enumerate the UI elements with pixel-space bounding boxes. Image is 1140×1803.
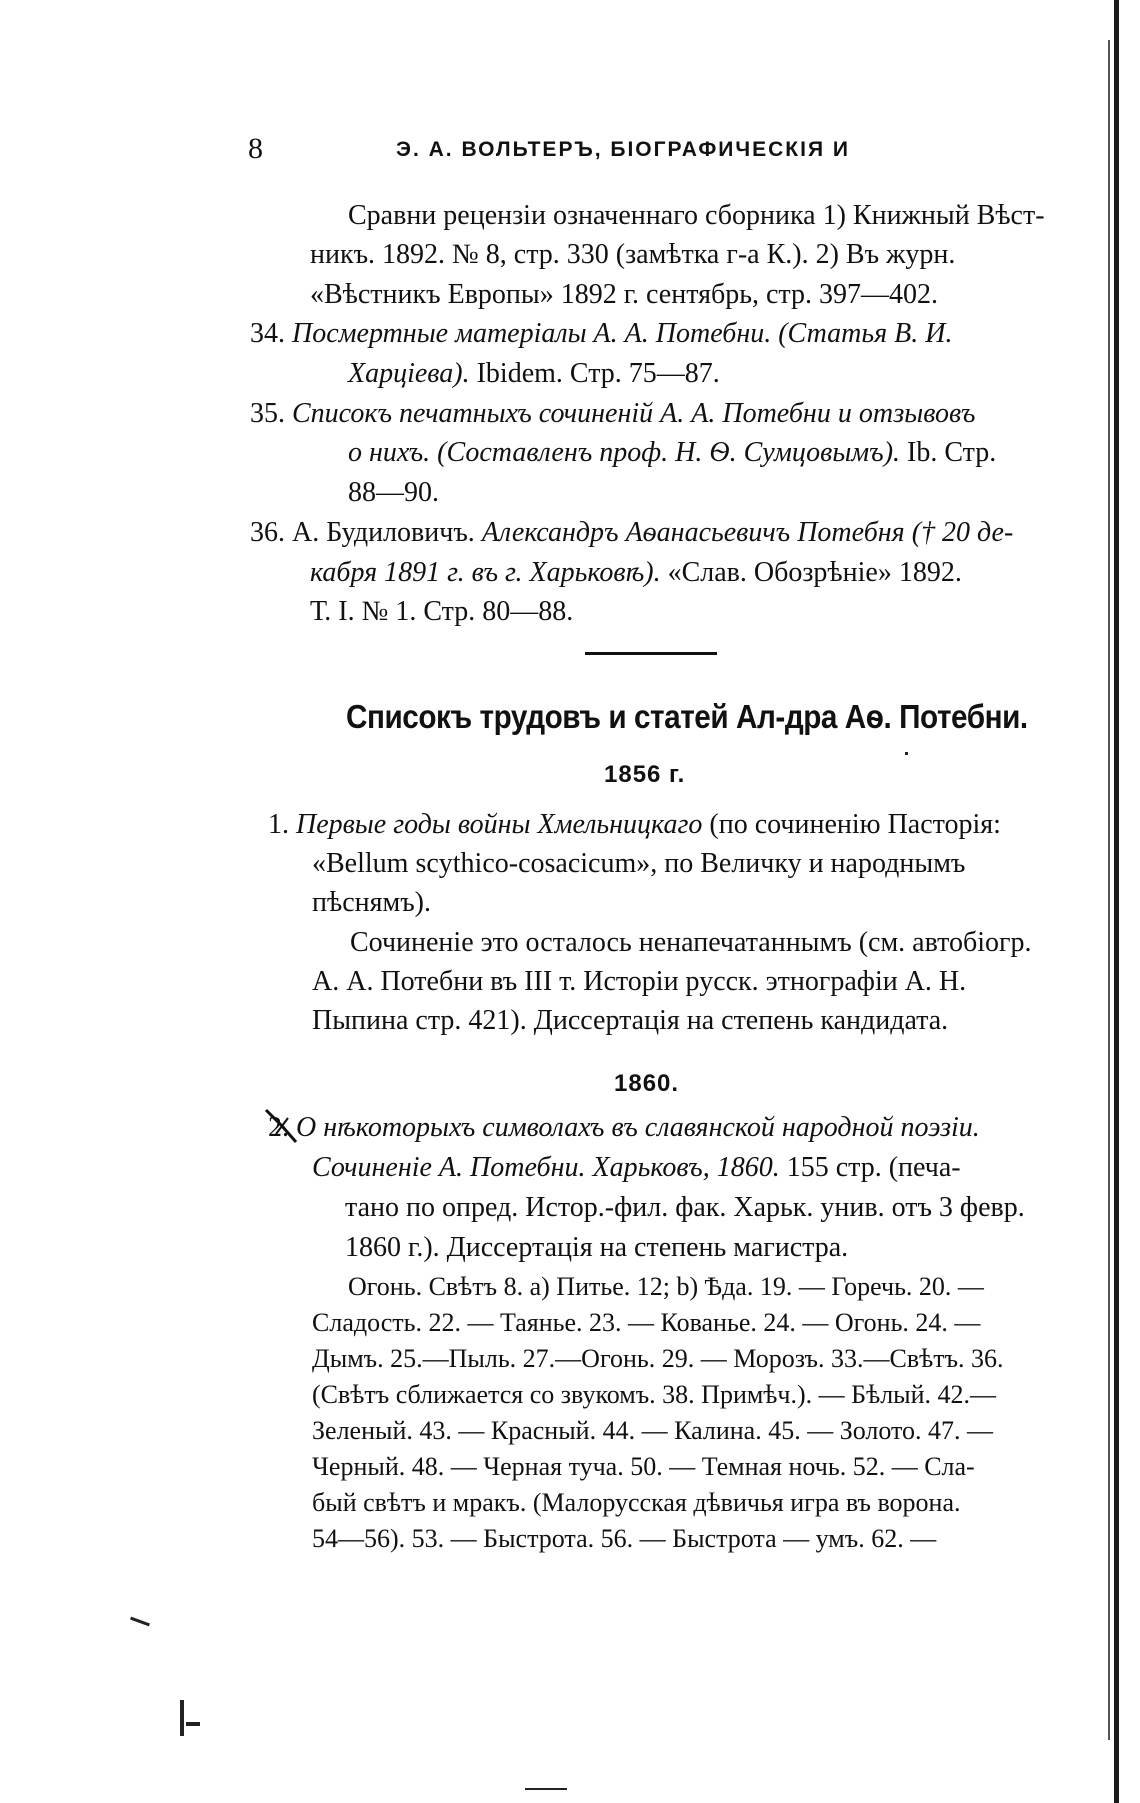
entry-34-line-2 — [348, 357, 720, 391]
work-2-line-4: 1860 г.). Диссертація на степень магистра. — [345, 1232, 849, 1263]
work-2-title-cont: Сочиненіе А. Потебни. Харьковъ, 1860. — [312, 1152, 780, 1183]
entry-33-line-3: «Вѣстникъ Европы» 1892 г. сентябрь, стр. 397—402. — [310, 279, 938, 310]
entry-36-line-1 — [250, 516, 1013, 550]
entry-34-line-1 — [250, 317, 953, 351]
entry-36-line-3: Т. I. № 1. Стр. 80—88. — [310, 596, 574, 627]
work-1-number: 1. — [268, 809, 289, 840]
entry-35-line-3: 88—90. — [348, 477, 439, 508]
work-1-note-3: Пыпина стр. 421). Диссертація на степень кандидата. — [312, 1005, 949, 1036]
work-1-desc: (по сочиненію Пасторія: — [702, 809, 1001, 840]
entry-36-number: 36. — [250, 517, 285, 548]
work-2-line-2 — [312, 1151, 961, 1185]
work-1-title: Первые годы войны Хмельницкаго — [296, 809, 703, 840]
entry-33-line-2: никъ. 1892. № 8, стр. 330 (замѣтка г-а К.). 2) Въ журн. — [310, 239, 956, 270]
contents-line-1: Огонь. Свѣтъ 8. а) Питье. 12; b) Ѣда. 19. — Горечь. 20. — — [348, 1272, 984, 1301]
entry-35-line-2 — [348, 436, 996, 470]
entry-36-title: Александръ Аѳанасьевичъ Потебня († 20 де- — [474, 517, 1014, 548]
entry-35-title: Списокъ печатныхъ сочиненій А. А. Потебни и отзывовъ — [292, 398, 976, 429]
running-head: Э. А. ВОЛЬТЕРЪ, БІОГРАФИЧЕСКІЯ И — [396, 138, 850, 161]
page-edge-line — [1108, 40, 1110, 1740]
work-1-line-3: пѣснямъ). — [312, 887, 431, 918]
scan-speck — [130, 1617, 150, 1627]
entry-33-line-1: Сравни рецензіи означеннаго сборника 1) Книжный Вѣст- — [348, 200, 1045, 231]
entry-36-title-cont: кабря 1891 г. въ г. Харьковѣ). — [310, 557, 661, 588]
entry-34-title: Посмертные матеріалы А. А. Потебни. (Статья В. И. — [292, 318, 953, 349]
entry-36-author: А. Будиловичъ. — [285, 517, 475, 548]
entry-34-source: Ibidem. Стр. 75—87. — [469, 358, 720, 389]
contents-line-2: Сладость. 22. — Таянье. 23. — Кованье. 24. — Огонь. 24. — — [312, 1308, 981, 1337]
contents-line-3: Дымъ. 25.—Пыль. 27.—Огонь. 29. — Морозъ. 33.—Свѣтъ. 36. — [312, 1344, 1004, 1373]
page-header — [248, 132, 1048, 168]
entry-35-number: 35. — [250, 398, 285, 429]
work-1-line-1 — [268, 808, 1001, 842]
scan-speck — [180, 1700, 184, 1736]
contents-line-6: Черный. 48. — Черная туча. 50. — Темная ночь. 52. — Сла- — [312, 1452, 975, 1481]
section-divider — [585, 652, 717, 655]
scan-speck — [186, 1722, 200, 1726]
work-2-line-1 — [268, 1111, 980, 1145]
year-heading-1860: 1860. — [614, 1070, 680, 1097]
scan-speck — [525, 1788, 567, 1790]
work-2-pages: 155 стр. (печа- — [779, 1152, 961, 1183]
contents-line-5: Зеленый. 43. — Красный. 44. — Калина. 45. — Золото. 47. — — [312, 1416, 994, 1445]
page-edge-shadow — [1114, 0, 1119, 1803]
contents-line-8: 54—56). 53. — Быстрота. 56. — Быстрота — умъ. 62. — — [312, 1524, 937, 1553]
entry-34-number: 34. — [250, 318, 285, 349]
section-title: Списокъ трудовъ и статей Ал-дра Аѳ. Потебни. — [346, 698, 1028, 735]
entry-35-source: Ib. Стр. — [900, 437, 997, 468]
contents-line-7: бый свѣтъ и мракъ. (Малорусская дѣвичья игра въ ворона. — [312, 1488, 961, 1517]
scan-speck — [905, 752, 908, 755]
entry-36-source: «Слав. Обозрѣніе» 1892. — [660, 557, 962, 588]
work-2-line-3: тано по опред. Истор.-фил. фак. Харьк. унив. отъ 3 февр. — [345, 1192, 1025, 1223]
year-heading-1856: 1856 г. — [604, 761, 686, 788]
entry-35-title-cont: о нихъ. (Составленъ проф. Н. Ѳ. Сумцовымъ). — [348, 437, 901, 468]
work-2-title: О нѣкоторыхъ символахъ въ славянской народной поэзіи. — [296, 1112, 980, 1143]
work-1-note-1: Сочиненіе это осталось ненапечатаннымъ (см. автобіогр. — [350, 927, 1032, 958]
page-number: 8 — [248, 132, 263, 165]
entry-36-line-2 — [310, 556, 962, 590]
work-2-number: 2. — [268, 1112, 289, 1143]
contents-line-4: (Свѣтъ сближается со звукомъ. 38. Примѣч.). — Бѣлый. 42.— — [312, 1380, 997, 1409]
entry-34-title-cont: Харціева). — [348, 358, 470, 389]
work-1-note-2: А. А. Потебни въ III т. Исторіи русск. этнографіи А. Н. — [312, 966, 967, 997]
entry-35-line-1 — [250, 397, 975, 431]
work-1-line-2: «Bellum scythico-cosacicum», по Величку и народнымъ — [312, 848, 966, 879]
